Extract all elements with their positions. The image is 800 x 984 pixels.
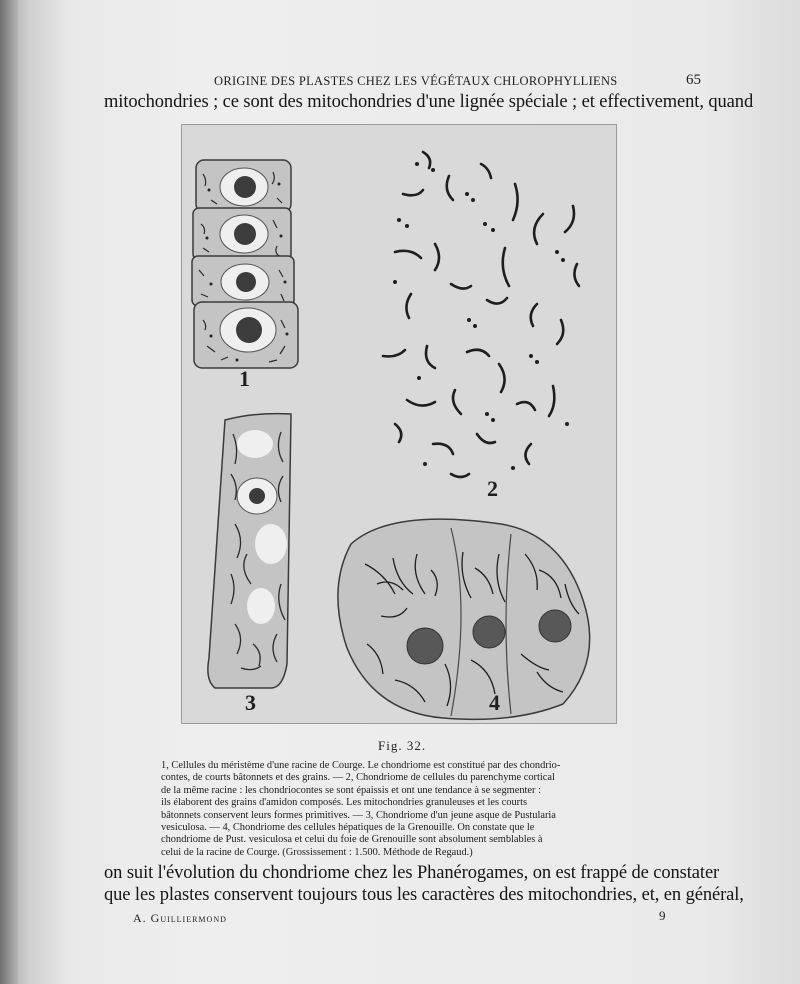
caption-line: ils élaborent des grains d'amidon composés. Les mitochondries granuleuses et les courts — [161, 797, 528, 809]
footer-author: A. Guilliermond — [133, 911, 227, 925]
caption-line: contes, de courts bâtonnets et des grains. — 2, Chondriome de cellules du parenchyme cortical — [161, 772, 555, 784]
running-header: ORIGINE DES PLASTES CHEZ LES VÉGÉTAUX CHLOROPHYLLIENS — [214, 74, 618, 88]
panel-label-3: 3 — [245, 690, 256, 715]
figure-number: Fig. 32. — [378, 738, 427, 753]
panel-label-4: 4 — [489, 690, 500, 715]
panel-3-nucleolus — [249, 488, 265, 504]
caption-line: vesiculosa. — 4, Chondriome des cellules hépatiques de la Grenouille. On constate que le — [161, 822, 535, 834]
caption-line: 1, Cellules du méristème d'une racine de Courge. Le chondriome est constitué par des chondrio- — [161, 760, 561, 771]
body-text-bottom-line-2: que les plastes conservent toujours tous les caractères des mitochondries, et, en général, — [104, 885, 744, 905]
page-gutter — [0, 0, 18, 984]
page-number: 65 — [686, 72, 701, 88]
figure-illustration — [181, 124, 617, 724]
panel-2-chondriome — [383, 152, 579, 477]
body-text-top: mitochondries ; ce sont des mitochondries d'une lignée spéciale ; et effectivement, quand — [104, 92, 754, 112]
panel-label-1: 1 — [239, 366, 250, 391]
caption-line: bâtonnets conservent leurs formes primitives. — 3, Chondriome d'un jeune asque de Pustularia — [161, 809, 556, 821]
caption-line: chondriome de Pust. vesiculosa et celui du foie de Grenouille sont absolument semblables à — [161, 834, 543, 846]
figure-caption — [161, 760, 641, 859]
panel-label-2: 2 — [487, 476, 498, 501]
caption-line: celui de la racine de Courge. (Grossissement : 1.500. Méthode de Regaud.) — [161, 846, 473, 858]
body-text-bottom-line-1: on suit l'évolution du chondriome chez les Phanérogames, on est frappé de constater — [104, 863, 720, 883]
figure-32 — [181, 124, 617, 724]
caption-line: de la même racine : les chondriocontes se sont épaissis et ont une tendance à se segmenter : — [161, 784, 541, 796]
panel-2-grains — [393, 162, 569, 470]
footer-signature: 9 — [659, 908, 666, 923]
